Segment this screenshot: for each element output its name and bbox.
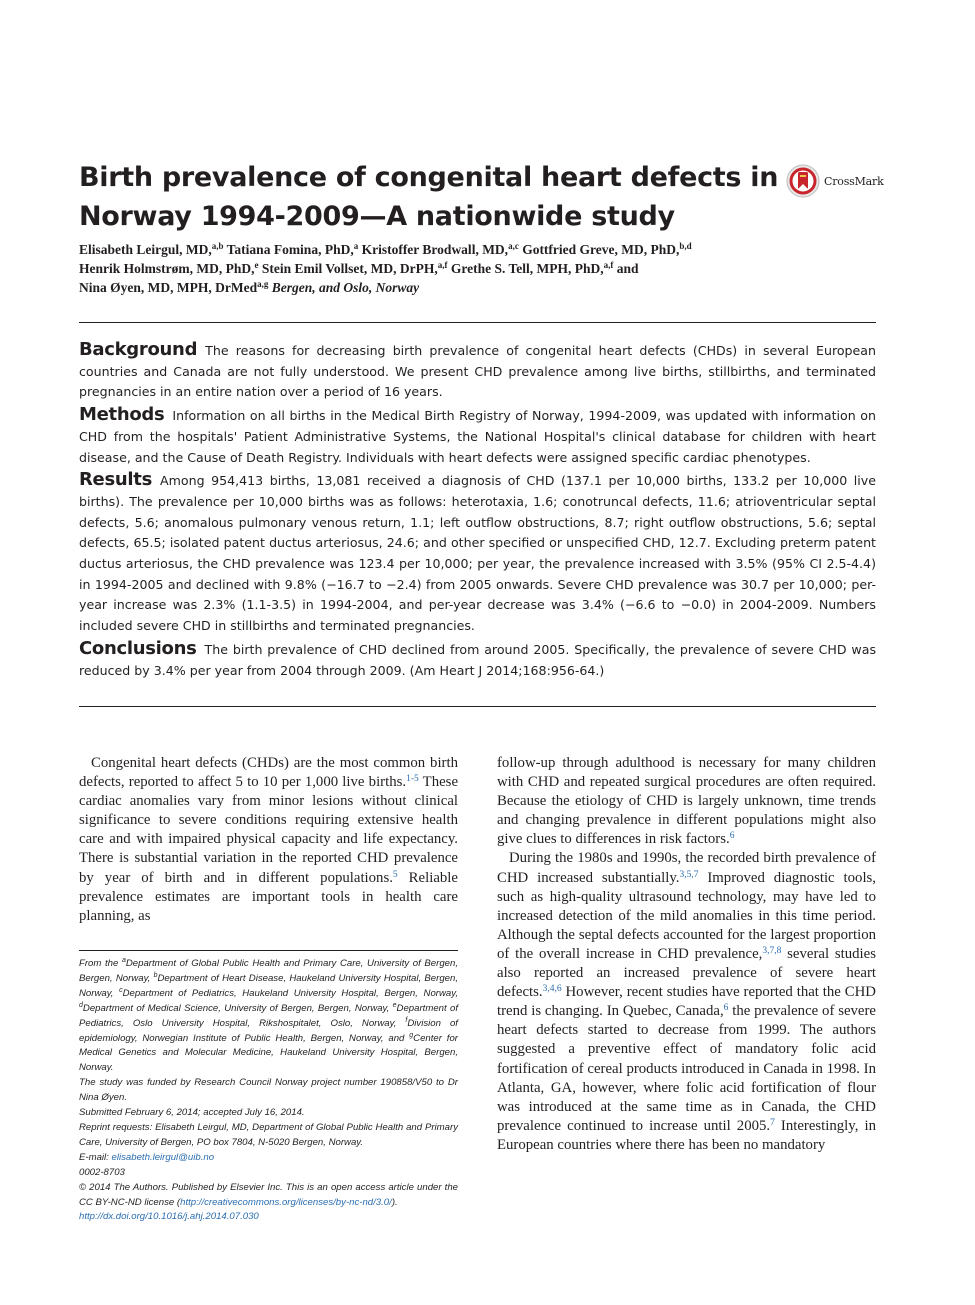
article-title xyxy=(79,158,779,236)
footnote-text: © 2014 The Authors. Published by Elsevier Inc. This is an open access article under the CC BY-NC-ND license ( xyxy=(79,1181,458,1208)
author-affiliation: e xyxy=(254,260,259,270)
body-column-right xyxy=(497,754,876,1155)
abstract-conclusions xyxy=(79,639,876,681)
body-text: These cardiac anomalies vary from minor lesions without clinical significance to severe conditions requiring extensive health care and with impaired physical capacity and life expectancy. There is substantial variation in the reported CHD prevalence by year of birth and in different populations. xyxy=(79,774,459,886)
body-text: follow-up through adulthood is necessary for many children with CHD and repeated surgical procedures are often required. Because the etiology of CHD is largely unknown, time trends and changing prevalence in different populations might also give clues to differences in risk factors. xyxy=(497,755,876,848)
author-location: Bergen, and Oslo, Norway xyxy=(271,280,420,295)
title-block xyxy=(79,158,779,236)
footnote-email-label: E-mail: xyxy=(79,1151,112,1163)
footnote-text: Department of Global Public Health and Primary Care, University of Bergen, Bergen, Norway, xyxy=(79,958,458,984)
affiliation-marker: b xyxy=(153,971,158,979)
doi-link[interactable]: http://dx.doi.org/10.1016/j.ahj.2014.07.030 xyxy=(79,1211,259,1223)
footnote-text: Department of Pediatrics, Oslo University Hospital, Rikshospitalet, Oslo, Norway, xyxy=(79,1002,458,1029)
abstract-background-text: The reasons for decreasing birth prevalence of congenital heart defects (CHDs) in several European countries and Canada are not fully understood. We present CHD prevalence among live births, stillbirths, and terminated pregnancies in an entire nation over a period of 16 years. xyxy=(79,343,876,400)
footnote-issn: 0002-8703 xyxy=(79,1166,125,1178)
abstract-conclusions-heading: Conclusions xyxy=(79,637,197,659)
author-conjunction: and xyxy=(616,261,639,276)
body-text: However, recent studies have reported that the CHD trend is changing. In Quebec, Canada, xyxy=(497,984,876,1020)
body-text: During the 1980s and 1990s, the recorded birth prevalence of CHD increased substantially. xyxy=(497,850,876,886)
affiliation-marker: e xyxy=(392,1001,397,1009)
footnote-affiliations xyxy=(79,957,458,1076)
author-name: Elisabeth Leirgul, MD, xyxy=(79,242,212,257)
footnote-text: ). xyxy=(391,1196,398,1208)
body-text: the prevalence of severe heart defects started to decrease from 1999. The authors suggested a preventive effect of mandatory folic acid fortification of cereal products introduced in Canada in 1998. In Atlanta, GA, however, where folic acid fortification of flour was introduced at the same time as in Canada, the CHD prevalence continued to increase until 2005. xyxy=(497,1003,876,1134)
crossmark-icon xyxy=(786,164,820,198)
abstract-results-heading: Results xyxy=(79,469,152,491)
crossmark-badge[interactable] xyxy=(786,164,884,198)
affiliation-marker: a xyxy=(121,957,126,964)
abstract-background-heading: Background xyxy=(79,339,198,360)
author-name: Nina Øyen, MD, MPH, DrMed xyxy=(79,280,258,295)
author-list xyxy=(79,240,879,297)
citation-link[interactable]: 6 xyxy=(723,1003,729,1014)
abstract-results xyxy=(79,470,876,637)
abstract-methods-heading: Methods xyxy=(79,404,165,426)
author-name: Kristoffer Brodwall, MD, xyxy=(361,242,509,257)
abstract-top-rule xyxy=(79,322,876,323)
footnote-text: From the xyxy=(79,958,122,969)
author-affiliation: a,c xyxy=(508,241,519,251)
footnote-email xyxy=(79,1151,458,1166)
license-link[interactable]: http://creativecommons.org/licenses/by-nc-nd/3.0/ xyxy=(180,1196,392,1208)
footnotes xyxy=(79,957,458,1225)
author-name: Tatiana Fomina, PhD, xyxy=(226,242,354,257)
footnote-text: Department of Pediatrics, Haukeland University Hospital, Bergen, Norway, xyxy=(122,987,458,999)
footnote-text: Division of epidemiology, Norwegian Institute of Public Health, Bergen, Norway, and xyxy=(79,1017,458,1044)
citation-link[interactable]: 3,5,7 xyxy=(679,869,699,880)
author-affiliation: a,b xyxy=(211,241,224,251)
citation-link[interactable]: 3,7,8 xyxy=(762,945,782,956)
body-text: Interestingly, in European countries where there has been no mandatory xyxy=(497,1117,876,1153)
abstract-methods-text: Information on all births in the Medical Birth Registry of Norway, 1994-2009, was updated with information on CHD from the hospitals' Patient Administrative Systems, the National Hospital's clinical database for children with heart disease, and the Cause of Death Registry. Individuals with heart defects were assigned specific cardiac phenotypes. xyxy=(79,408,876,465)
body-paragraph xyxy=(79,754,458,926)
body-paragraph xyxy=(497,754,876,849)
email-link[interactable]: elisabeth.leirgul@uib.no xyxy=(111,1151,215,1163)
author-name: Stein Emil Vollset, MD, DrPH, xyxy=(261,261,438,276)
footnote-reprint: Reprint requests: Elisabeth Leirgul, MD, Department of Global Public Health and Primary Care, University of Bergen, PO box 7804, N-5020 Bergen, Norway. xyxy=(79,1121,458,1148)
affiliation-marker: d xyxy=(79,1001,83,1009)
affiliation-marker: g xyxy=(409,1031,414,1039)
abstract-background xyxy=(79,340,876,403)
author-name: Grethe S. Tell, MPH, PhD, xyxy=(450,261,604,276)
crossmark-label: CrossMark xyxy=(824,174,884,188)
citation-link[interactable]: 6 xyxy=(729,831,735,842)
footnote-text: Center for Medical Genetics and Molecular Medicine, Haukeland University Hospital, Bergen, Norway. xyxy=(79,1032,458,1074)
affiliation-marker: f xyxy=(405,1016,408,1024)
author-name: Gottfried Greve, MD, PhD, xyxy=(522,242,680,257)
abstract-results-text: Among 954,413 births, 13,081 received a diagnosis of CHD (137.1 per 10,000 births, 133.2 per 10,000 live births). The prevalence per 10,000 births was as follows: heterotaxia, 1.6; conotruncal defects, 11.6; atrioventricular septal defects, 5.6; anomalous pulmonary venous return, 1.1; left outflow obstructions, 8.7; right outflow obstructions, 5.6; septal defects, 65.5; isolated patent ductus arteriosus, 24.6; and other specified or unspecified CHD, 12.7. Excluding preterm patent ductus arteriosus, the CHD prevalence was 123.4 per 10,000; per year, the prevalence increased with 3.5% (95% CI 2.5-4.4) in 1994-2005 and declined with 9.8% (−16.7 to −2.4) from 2005 onwards. Severe CHD prevalence was 30.7 per 10,000; per-year increase was 2.3% (1.1-3.5) in 1994-2004, and per-year decrease was 3.4% (−6.6 to −0.0) in 2004-2009. Numbers included severe CHD in stillbirths and terminated pregnancies. xyxy=(79,473,876,634)
footnote-rule xyxy=(79,950,458,951)
author-affiliation: a,f xyxy=(603,260,614,270)
footnote-submitted: Submitted February 6, 2014; accepted July 16, 2014. xyxy=(79,1107,305,1119)
author-line-2 xyxy=(79,259,879,278)
footnote-text: Department of Medical Science, University of Bergen, Bergen, Norway, xyxy=(82,1002,393,1014)
author-affiliation: a xyxy=(353,241,359,251)
author-line-1 xyxy=(79,240,879,259)
body-paragraph xyxy=(497,849,876,1155)
citation-link[interactable]: 1-5 xyxy=(406,774,419,785)
footnote-funding: The study was funded by Research Council Norway project number 190858/V50 to Dr Nina Øyen. xyxy=(79,1077,458,1104)
author-affiliation: a,g xyxy=(257,279,269,289)
affiliation-marker: c xyxy=(119,986,123,994)
author-affiliation: b,d xyxy=(679,241,692,251)
footnote-copyright xyxy=(79,1181,458,1211)
citation-link[interactable]: 3,4,6 xyxy=(542,984,562,995)
citation-link[interactable]: 7 xyxy=(770,1117,775,1128)
abstract-bottom-rule xyxy=(79,706,876,707)
article-title-line2: Norway 1994-2009—A nationwide study xyxy=(79,201,675,232)
body-text: several studies also reported an increased prevalence of severe heart defects. xyxy=(497,945,876,1001)
body-text: Congenital heart defects (CHDs) are the most common birth defects, reported to affect 5 to 10 per 1,000 live births. xyxy=(79,755,458,791)
body-column-left xyxy=(79,754,458,926)
body-text: Reliable prevalence estimates are important tools in health care planning, as xyxy=(79,869,458,924)
author-name: Henrik Holmstrøm, MD, PhD, xyxy=(79,261,255,276)
body-text: Improved diagnostic tools, such as high-quality ultrasound technology, may have led to increased detection of the mild anomalies in this time period. Although the septal defects accounted for the largest proportion of the overall increase in CHD prevalence, xyxy=(497,869,877,962)
citation-link[interactable]: 5 xyxy=(392,869,398,880)
footnote-doi xyxy=(79,1210,458,1225)
article-title-line1: Birth prevalence of congenital heart defects in xyxy=(79,162,779,193)
abstract xyxy=(79,340,876,683)
abstract-methods xyxy=(79,405,876,468)
abstract-conclusions-text: The birth prevalence of CHD declined from around 2005. Specifically, the prevalence of severe CHD was reduced by 3.4% per year from 2004 through 2009. (Am Heart J 2014;168:956-64.) xyxy=(79,641,876,678)
author-affiliation: a,f xyxy=(437,260,448,270)
footnote-text: Department of Heart Disease, Haukeland University Hospital, Bergen, Norway, xyxy=(79,972,458,999)
author-line-3 xyxy=(79,278,879,297)
